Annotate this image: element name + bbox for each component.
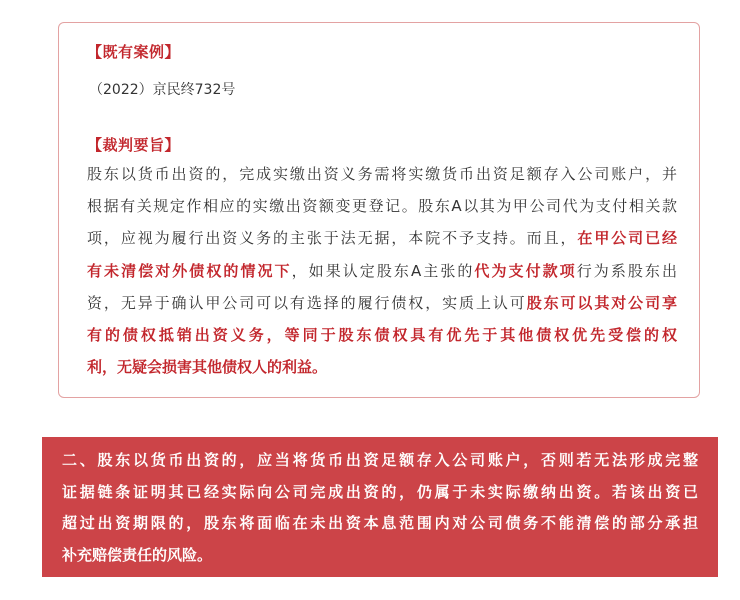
ruling-line <box>87 196 677 216</box>
case-heading: 【既有案例】 <box>87 43 181 61</box>
highlighted-text: 股东可以其对公司享 <box>526 293 677 312</box>
ruling-text: 股东以货币出资的，完成实缴出资义务需将实缴货币出资足额存入公司账户，并 <box>87 165 677 183</box>
ruling-line <box>87 228 677 248</box>
ruling-text: 项，应视为履行出资义务的主张于法无据，本院不予支持。而且， <box>87 229 578 248</box>
ruling-heading: 【裁判要旨】 <box>87 136 181 154</box>
banner-line: 补充赔偿责任的风险。 <box>62 545 213 564</box>
case-number: （2022）京民终732号 <box>89 82 236 98</box>
highlighted-text: 有的债权抵销出资义务，等同于股东债权具有优先于其他债权优先受偿的权 <box>87 326 677 344</box>
ruling-text: ，如果认定股东A主张的 <box>291 261 475 280</box>
banner-line: 证据链条证明其已经实际向公司完成出资的，仍属于未实际缴纳出资。若该出资已 <box>62 482 698 501</box>
highlighted-text: 代为支付款项 <box>474 261 577 280</box>
highlighted-text: 在甲公司已经 <box>577 229 677 248</box>
case-card <box>58 22 700 398</box>
ruling-text: 行为系股东出 <box>576 261 677 280</box>
ruling-line <box>87 293 677 313</box>
ruling-line <box>87 357 677 377</box>
conclusion-banner <box>42 437 718 577</box>
ruling-line <box>87 164 677 184</box>
banner-line: 二、股东以货币出资的，应当将货币出资足额存入公司账户，否则若无法形成完整 <box>62 451 698 469</box>
ruling-text: 根据有关规定作相应的实缴出资额变更登记。股东A以其为甲公司代为支付相关款 <box>87 197 677 216</box>
banner-line: 超过出资期限的，股东将面临在未出资本息范围内对公司债务不能清偿的部分承担 <box>62 514 698 532</box>
ruling-line <box>87 261 677 281</box>
ruling-line <box>87 325 677 345</box>
ruling-text: 资，无异于确认甲公司可以有选择的履行债权，实质上认可 <box>87 293 527 312</box>
highlighted-text: 有未清偿对外债权的情况下 <box>87 261 292 280</box>
highlighted-text: 利，无疑会损害其他债权人的利益。 <box>87 358 328 377</box>
